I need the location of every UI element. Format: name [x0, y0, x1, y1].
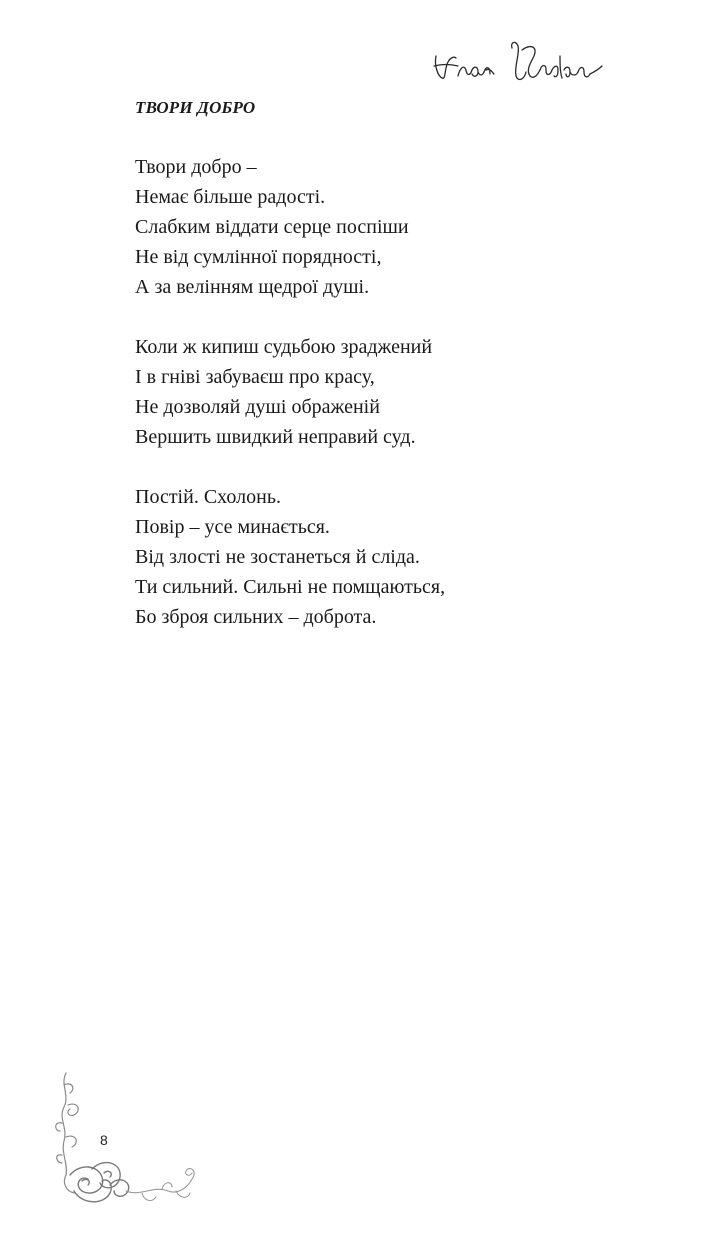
author-signature [430, 36, 610, 96]
poem-line: Вершить швидкий неправий суд. [135, 426, 416, 448]
poem-title: ТВОРИ ДОБРО [135, 98, 256, 117]
poem-line: Ти сильний. Сильні не помщаються, [135, 576, 446, 598]
signature-icon [430, 36, 610, 96]
poem-line: Бо зброя сильних – доброта. [135, 606, 377, 628]
poem-line: Не дозволяй душі ображеній [135, 396, 380, 418]
floral-corner-ornament-icon [52, 1065, 212, 1215]
stanza-2 [135, 332, 655, 452]
poem-line: Твори добро – [135, 156, 257, 178]
poem-line: Постій. Схолонь. [135, 486, 281, 508]
poem-line: Немає більше радості. [135, 186, 326, 208]
poem-line: Не від сумлінної порядності, [135, 246, 382, 268]
poem-line: Від злості не зостанеться й сліда. [135, 546, 420, 568]
poem-line: Слабким віддати серце поспіши [135, 216, 409, 238]
stanza-1 [135, 152, 655, 302]
poem-line: А за велінням щедрої душі. [135, 276, 370, 298]
page-number: 8 [100, 1132, 108, 1148]
poem-line: І в гніві забуваєш про красу, [135, 366, 375, 388]
poem-body [135, 152, 655, 662]
stanza-3 [135, 482, 655, 632]
poem-line: Коли ж кипиш судьбою зраджений [135, 336, 433, 358]
poem-line: Повір – усе минається. [135, 516, 330, 538]
